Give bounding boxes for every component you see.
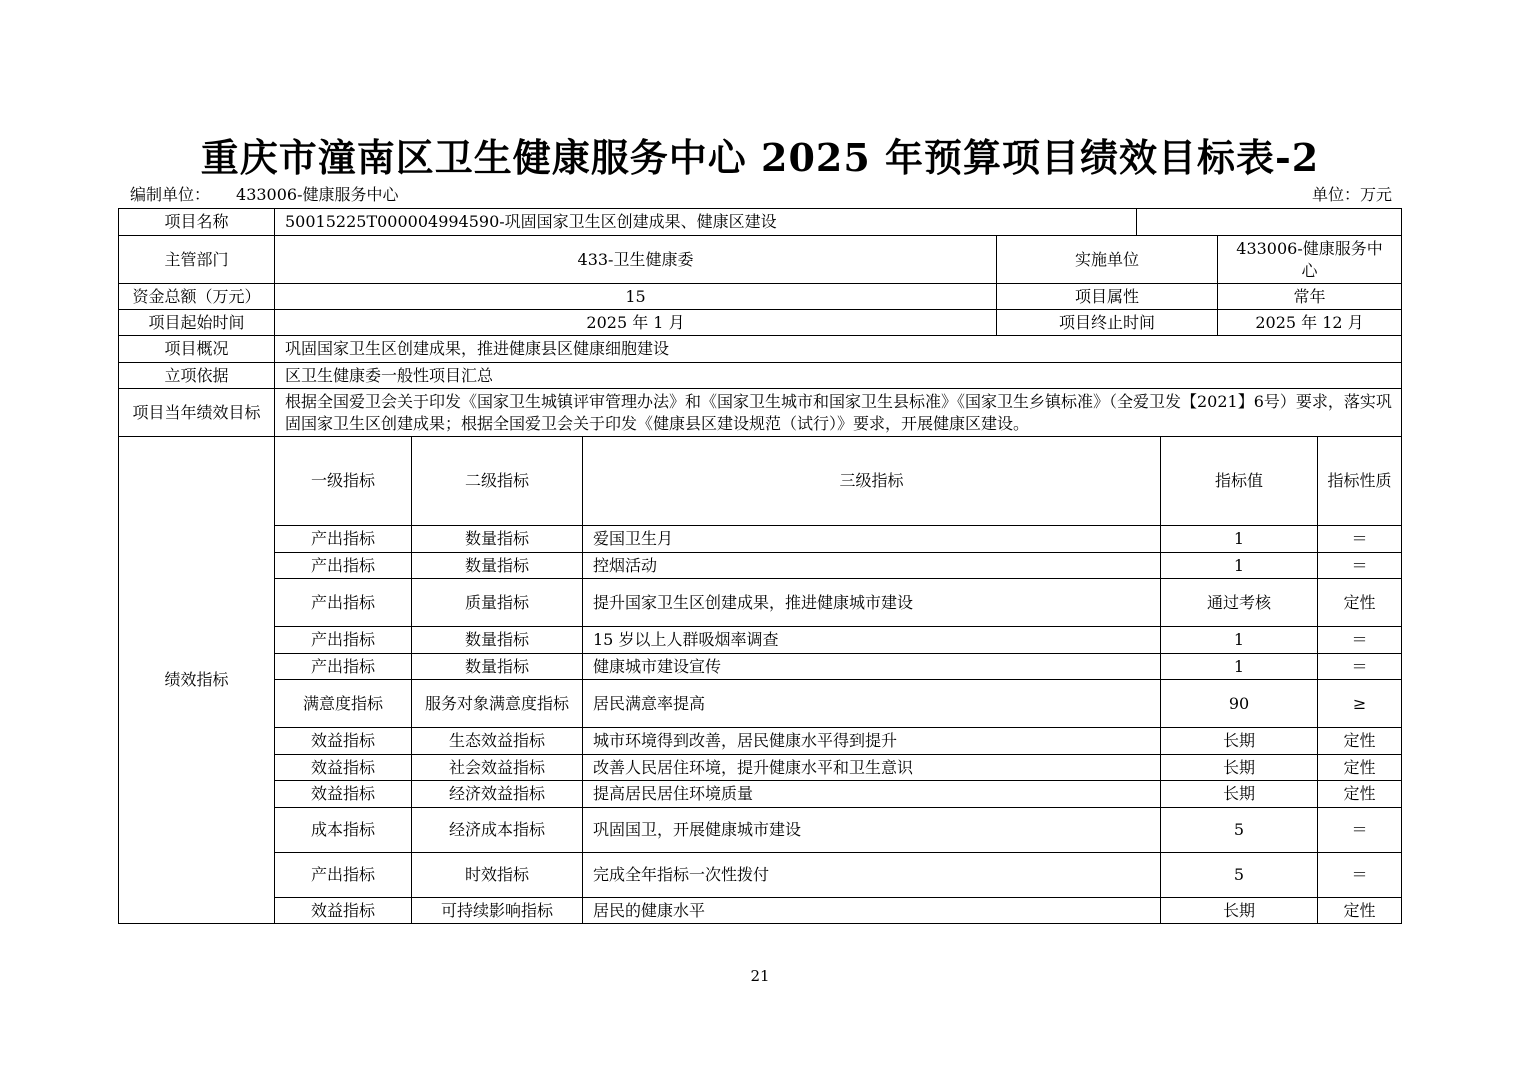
table-row	[119, 728, 1402, 755]
row-time	[119, 310, 1402, 336]
indicator-level2: 生态效益指标	[412, 728, 583, 755]
row-department	[119, 236, 1402, 284]
indicator-level3: 改善人民居住环境，提升健康水平和卫生意识	[583, 755, 1161, 781]
meta-line	[130, 184, 1392, 206]
indicator-nature: ＝	[1318, 553, 1402, 579]
indicator-level1: 效益指标	[275, 898, 412, 924]
page-number: 21	[750, 967, 770, 985]
indicator-value: 1	[1161, 553, 1318, 579]
indicator-value: 长期	[1161, 781, 1318, 808]
indicator-nature: 定性	[1318, 898, 1402, 924]
row-basis	[119, 363, 1402, 389]
header-value: 指标值	[1161, 437, 1318, 526]
indicator-nature: 定性	[1318, 579, 1402, 627]
indicator-nature: ＝	[1318, 808, 1402, 853]
table-row	[119, 680, 1402, 728]
attr-label: 项目属性	[997, 284, 1218, 310]
indicator-level3: 15 岁以上人群吸烟率调查	[583, 627, 1161, 654]
indicator-level2: 社会效益指标	[412, 755, 583, 781]
header-level2: 二级指标	[412, 437, 583, 526]
table-row	[119, 627, 1402, 654]
row-goal	[119, 389, 1402, 437]
indicator-value: 1	[1161, 627, 1318, 654]
compiler-info	[130, 184, 399, 206]
indicator-level1: 效益指标	[275, 781, 412, 808]
indicator-level3: 提高居民居住环境质量	[583, 781, 1161, 808]
indicator-value: 5	[1161, 853, 1318, 898]
indicator-level1: 产出指标	[275, 627, 412, 654]
indicator-value: 5	[1161, 808, 1318, 853]
overview-label: 项目概况	[119, 336, 275, 363]
attr-value: 常年	[1218, 284, 1402, 310]
table-row	[119, 898, 1402, 924]
table-row	[119, 553, 1402, 579]
indicator-level2: 经济成本指标	[412, 808, 583, 853]
indicator-level3: 控烟活动	[583, 553, 1161, 579]
indicator-level2: 数量指标	[412, 654, 583, 680]
indicator-level2: 可持续影响指标	[412, 898, 583, 924]
indicator-level3: 城市环境得到改善，居民健康水平得到提升	[583, 728, 1161, 755]
indicator-level3: 居民满意率提高	[583, 680, 1161, 728]
indicator-value: 90	[1161, 680, 1318, 728]
project-name-label: 项目名称	[119, 209, 275, 236]
indicator-level1: 成本指标	[275, 808, 412, 853]
dept-value: 433-卫生健康委	[275, 236, 997, 284]
indicator-level1: 效益指标	[275, 755, 412, 781]
indicator-value: 通过考核	[1161, 579, 1318, 627]
indicator-level2: 时效指标	[412, 853, 583, 898]
performance-table	[118, 208, 1402, 924]
indicator-level1: 产出指标	[275, 526, 412, 553]
indicator-level3: 爱国卫生月	[583, 526, 1161, 553]
indicator-value: 长期	[1161, 755, 1318, 781]
compiler-label: 编制单位：	[130, 185, 211, 204]
fund-value: 15	[275, 284, 997, 310]
indicators-section-label: 绩效指标	[119, 437, 275, 924]
end-value: 2025 年 12 月	[1218, 310, 1402, 336]
indicator-level1: 满意度指标	[275, 680, 412, 728]
indicator-level1: 产出指标	[275, 553, 412, 579]
indicator-level3: 健康城市建设宣传	[583, 654, 1161, 680]
row-fund	[119, 284, 1402, 310]
indicator-nature: ＝	[1318, 853, 1402, 898]
indicator-nature: 定性	[1318, 728, 1402, 755]
indicator-level3: 提升国家卫生区创建成果，推进健康城市建设	[583, 579, 1161, 627]
indicator-level3: 居民的健康水平	[583, 898, 1161, 924]
overview-value: 巩固国家卫生区创建成果，推进健康县区健康细胞建设	[275, 336, 1402, 363]
indicator-level2: 服务对象满意度指标	[412, 680, 583, 728]
indicator-level2: 数量指标	[412, 526, 583, 553]
document-title: 重庆市潼南区卫生健康服务中心 2025 年预算项目绩效目标表-2	[200, 135, 1320, 180]
table-row	[119, 654, 1402, 680]
table-row	[119, 808, 1402, 853]
indicator-value: 1	[1161, 526, 1318, 553]
start-value: 2025 年 1 月	[275, 310, 997, 336]
header-level1: 一级指标	[275, 437, 412, 526]
basis-label: 立项依据	[119, 363, 275, 389]
row-overview	[119, 336, 1402, 363]
indicator-level3: 完成全年指标一次性拨付	[583, 853, 1161, 898]
fund-label: 资金总额（万元）	[119, 284, 275, 310]
compiler-value: 433006-健康服务中心	[236, 185, 399, 204]
table-row	[119, 755, 1402, 781]
indicator-value: 1	[1161, 654, 1318, 680]
indicator-level2: 经济效益指标	[412, 781, 583, 808]
goal-label: 项目当年绩效目标	[119, 389, 275, 437]
row-project-name	[119, 209, 1402, 236]
indicator-value: 长期	[1161, 728, 1318, 755]
indicator-value: 长期	[1161, 898, 1318, 924]
basis-value: 区卫生健康委一般性项目汇总	[275, 363, 1402, 389]
indicator-level3: 巩固国卫，开展健康城市建设	[583, 808, 1161, 853]
indicator-level2: 数量指标	[412, 627, 583, 654]
impl-label: 实施单位	[997, 236, 1218, 284]
indicator-nature: 定性	[1318, 781, 1402, 808]
table-row	[119, 526, 1402, 553]
indicator-level1: 产出指标	[275, 654, 412, 680]
indicator-level2: 数量指标	[412, 553, 583, 579]
indicator-nature: ＝	[1318, 526, 1402, 553]
indicator-nature: 定性	[1318, 755, 1402, 781]
table-row	[119, 853, 1402, 898]
row-indicator-headers	[119, 437, 1402, 526]
start-label: 项目起始时间	[119, 310, 275, 336]
indicator-nature: ≥	[1318, 680, 1402, 728]
header-nature: 指标性质	[1318, 437, 1402, 526]
indicator-level2: 质量指标	[412, 579, 583, 627]
table-row	[119, 781, 1402, 808]
header-level3: 三级指标	[583, 437, 1161, 526]
unit-text: 单位：万元	[1311, 185, 1392, 204]
project-name-value: 50015225T000004994590-巩固国家卫生区创建成果、健康区建设	[275, 209, 1137, 236]
indicator-nature: ＝	[1318, 654, 1402, 680]
end-label: 项目终止时间	[997, 310, 1218, 336]
indicator-level1: 产出指标	[275, 579, 412, 627]
indicator-nature: ＝	[1318, 627, 1402, 654]
impl-value: 433006-健康服务中心	[1218, 236, 1402, 284]
table-row	[119, 579, 1402, 627]
indicator-level1: 效益指标	[275, 728, 412, 755]
indicator-level1: 产出指标	[275, 853, 412, 898]
goal-value: 根据全国爱卫会关于印发《国家卫生城镇评审管理办法》和《国家卫生城市和国家卫生县标准》《国家卫生乡镇标准》（全爱卫发【2021】6号）要求，落实巩固国家卫生区创建成果；根据全国爱卫会关于印发《健康县区建设规范（试行）》要求，开展健康区建设。	[275, 389, 1402, 437]
empty-cell	[1137, 209, 1402, 236]
dept-label: 主管部门	[119, 236, 275, 284]
